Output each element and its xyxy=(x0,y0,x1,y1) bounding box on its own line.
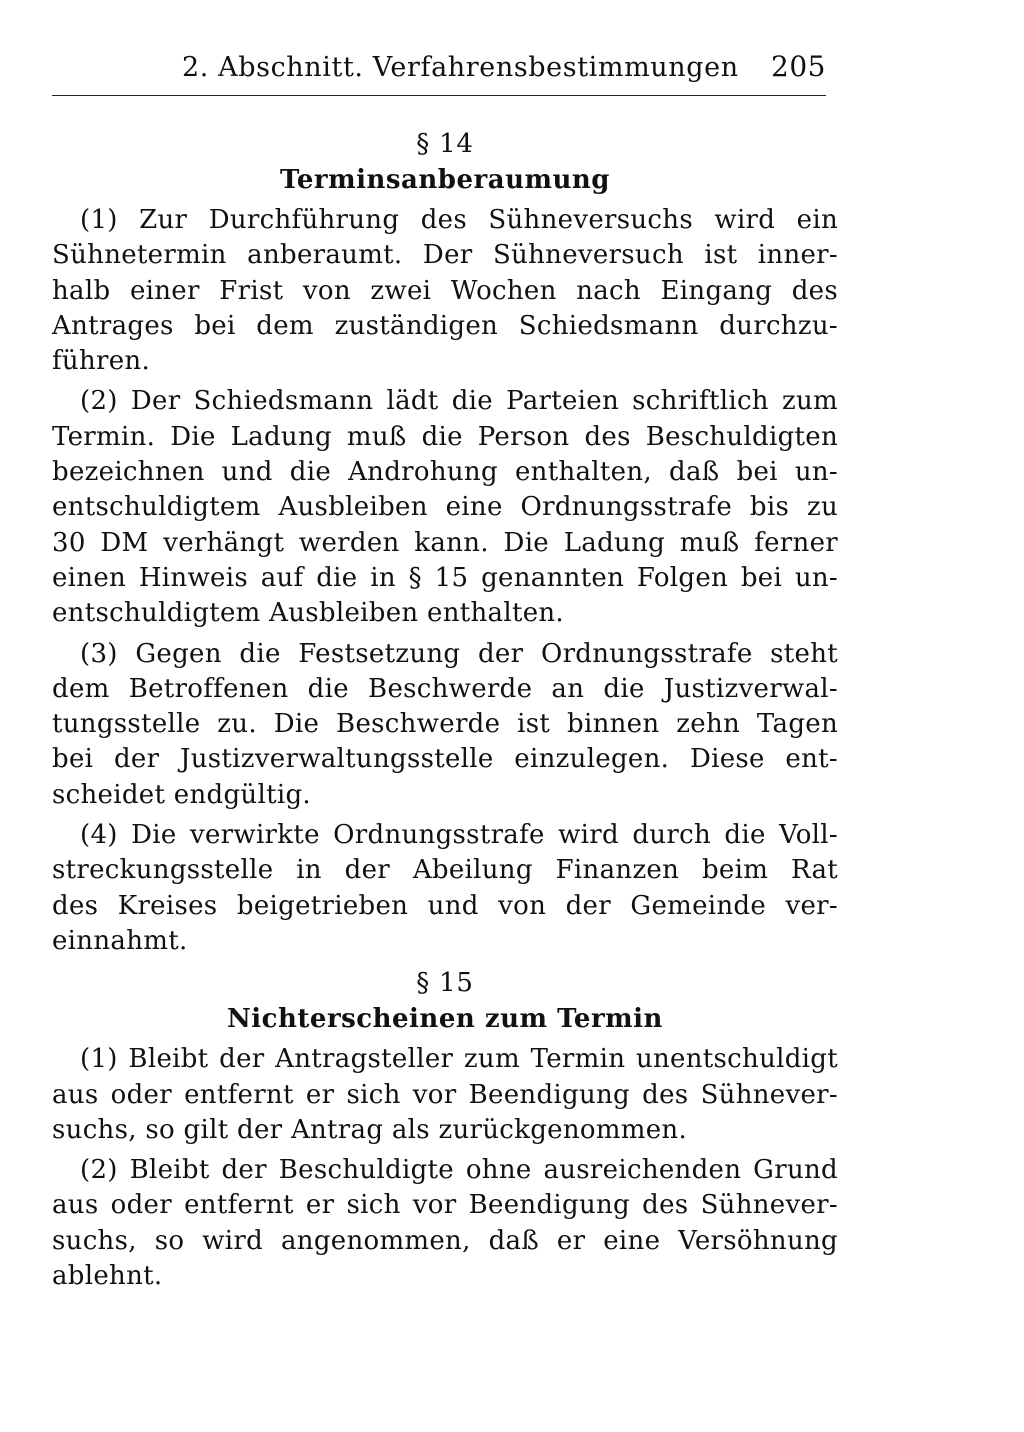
section-15 xyxy=(52,965,838,1294)
section-heading: Terminsanberaumung xyxy=(280,165,610,195)
section-heading: Nichterscheinen zum Termin xyxy=(227,1004,663,1035)
paragraph-2 xyxy=(52,384,838,631)
text-line: 30 DM verhängt werden kann. Die Ladung muß ferner xyxy=(52,527,838,558)
text-line: dem Betroffenen die Beschwerde an die Justizverwal- xyxy=(52,673,838,704)
text-line: bezeichnen und die Androhung enthalten, daß bei un- xyxy=(52,457,838,488)
text-line: (1) Bleibt der Antragsteller zum Termin unentschuldigt xyxy=(80,1044,838,1075)
running-title: 2. Abschnitt. Verfahrensbestimmungen xyxy=(182,52,739,83)
text-line: Termin. Die Ladung muß die Person des Beschuldigten xyxy=(52,421,838,452)
text-line: scheidet endgültig. xyxy=(52,779,311,810)
text-line: (4) Die verwirkte Ordnungsstrafe wird durch die Voll- xyxy=(80,820,838,851)
section-number: § 14 xyxy=(416,129,474,159)
text-line: (3) Gegen die Festsetzung der Ordnungsstrafe steht xyxy=(80,638,838,669)
text-line: bei der Justizverwaltungsstelle einzulegen. Diese ent- xyxy=(52,744,838,775)
text-line: aus oder entfernt er sich vor Beendigung des Sühnever- xyxy=(52,1190,838,1221)
text-line: Sühnetermin anberaumt. Der Sühneversuch ist inner- xyxy=(52,240,838,271)
text-line: tungsstelle zu. Die Beschwerde ist binnen zehn Tagen xyxy=(52,709,838,740)
paragraph-1 xyxy=(52,1042,838,1148)
text-line: suchs, so gilt der Antrag als zurückgenommen. xyxy=(52,1114,688,1145)
text-line: ablehnt. xyxy=(52,1261,163,1292)
text-line: aus oder entfernt er sich vor Beendigung des Sühnever- xyxy=(52,1079,838,1110)
text-line: des Kreises beigetrieben und von der Gemeinde ver- xyxy=(52,890,838,921)
running-head xyxy=(52,46,838,90)
section-number: § 15 xyxy=(416,968,474,999)
text-line: halb einer Frist von zwei Wochen nach Eingang des xyxy=(52,275,838,306)
text-line: (2) Der Schiedsmann lädt die Parteien schriftlich zum xyxy=(80,386,838,417)
text-line: suchs, so wird angenommen, daß er eine Versöhnung xyxy=(52,1225,838,1256)
text-line: einnahmt. xyxy=(52,925,188,956)
paragraph-3 xyxy=(52,637,838,813)
paragraph-1 xyxy=(52,203,838,379)
sections xyxy=(52,126,838,1294)
text-line: Antrages bei dem zuständigen Schiedsmann durchzu- xyxy=(52,310,838,341)
book-page xyxy=(52,46,838,1299)
text-line: entschuldigtem Ausbleiben enthalten. xyxy=(52,598,564,629)
text-line: einen Hinweis auf die in § 15 genannten Folgen bei un- xyxy=(52,562,838,593)
header-rule xyxy=(52,95,826,96)
text-line: (2) Bleibt der Beschuldigte ohne ausreichenden Grund xyxy=(80,1155,838,1186)
paragraph-2 xyxy=(52,1153,838,1294)
section-14 xyxy=(52,126,838,959)
paragraph-4 xyxy=(52,818,838,959)
text-line: führen. xyxy=(52,346,151,377)
page-number: 205 xyxy=(771,50,826,83)
text-line: (1) Zur Durchführung des Sühneversuchs wird ein xyxy=(80,205,838,235)
text-line: streckungsstelle in der Abeilung Finanzen beim Rat xyxy=(52,855,838,886)
text-line: entschuldigtem Ausbleiben eine Ordnungsstrafe bis zu xyxy=(52,492,838,523)
